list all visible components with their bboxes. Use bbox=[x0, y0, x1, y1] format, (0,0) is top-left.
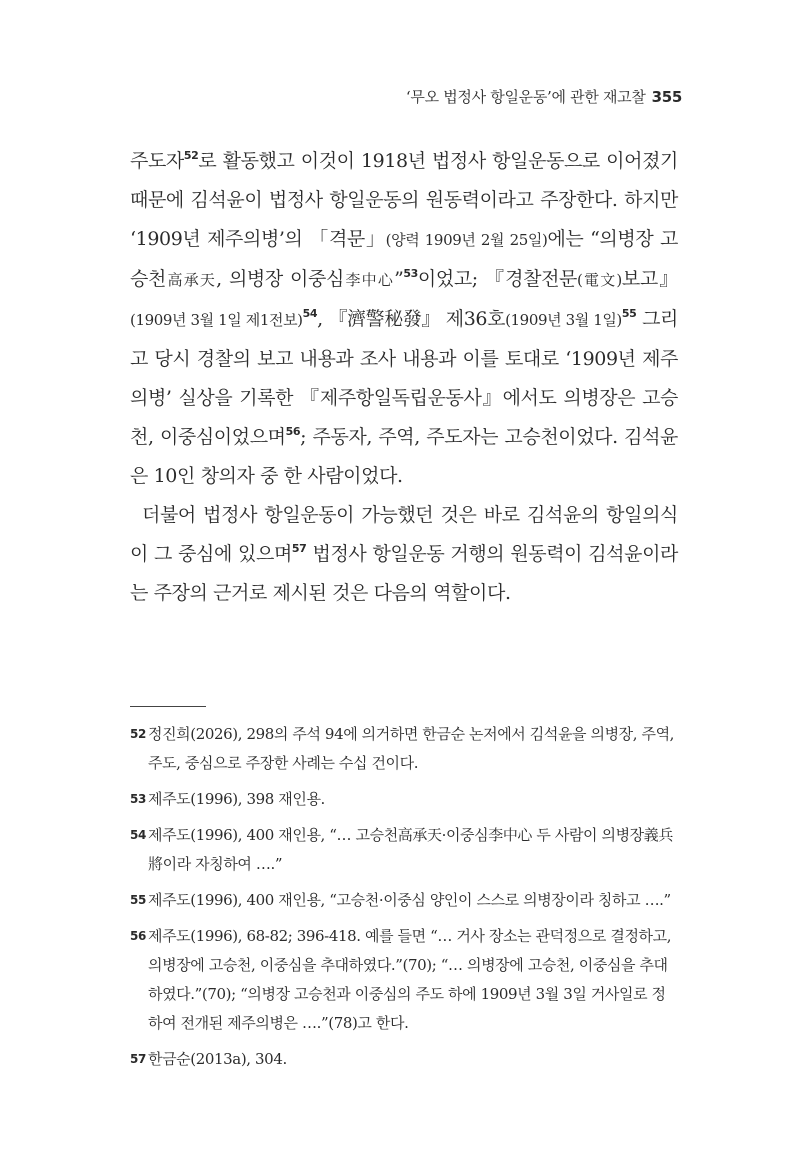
text-run: 에는 “의병장 고승천 bbox=[130, 228, 678, 290]
text-run: , 『濟警秘發』 제36호 bbox=[317, 308, 506, 330]
page-number: 355 bbox=[651, 88, 682, 106]
footnote-separator bbox=[130, 706, 206, 707]
footnote bbox=[130, 886, 678, 915]
footnote-ref-53[interactable]: 53 bbox=[403, 267, 418, 280]
footnote-ref-55[interactable]: 55 bbox=[621, 307, 637, 320]
footnote-number: 53 bbox=[130, 792, 146, 806]
footnote-ref-56[interactable]: 56 bbox=[285, 425, 301, 438]
footnote bbox=[130, 821, 678, 879]
text-run-small: (電文) bbox=[577, 271, 622, 289]
footnote-number: 54 bbox=[130, 828, 146, 842]
text-run-small: (1909년 3월 1일) bbox=[505, 311, 622, 329]
text-run: ; 주동자, 주역, 주도자는 고승천이었다. 김석윤은 10인 창의자 중 한 사람이었다. bbox=[130, 426, 678, 487]
footnote-text: 제주도(1996), 398 재인용. bbox=[148, 790, 325, 808]
text-run: , 의병장 이중심 bbox=[216, 268, 344, 290]
text-run: 법정사 항일운동 거행의 원동력이 김석윤이라는 주장의 근거로 제시된 것은 다음의 역할이다. bbox=[130, 543, 678, 604]
text-run: 주도자 bbox=[130, 150, 184, 172]
text-run: 그리고 당시 경찰의 보고 내용과 조사 내용과 이를 토대로 ‘1909년 제주의병’ 실상을 기록한 『제주항일독립운동사』에서도 의병장은 고승천, 이중심이었으며 bbox=[130, 308, 678, 448]
footnote bbox=[130, 922, 678, 1038]
footnote bbox=[130, 1045, 678, 1074]
text-run: 더불어 법정사 항일운동이 가능했던 것은 바로 김석윤의 항일의식이 그 중심에 있으며 bbox=[130, 504, 678, 565]
running-head bbox=[406, 86, 682, 107]
footnote-number: 55 bbox=[130, 893, 146, 907]
footnote-ref-57[interactable]: 57 bbox=[291, 542, 307, 555]
footnote-number: 56 bbox=[130, 929, 146, 943]
paragraph bbox=[130, 496, 678, 613]
footnote-text: 정진희(2026), 298의 주석 94에 의거하면 한금순 논저에서 김석윤을 의병장, 주역, 주도, 중심으로 주장한 사례는 수십 건이다. bbox=[148, 725, 675, 772]
footnote bbox=[130, 785, 678, 814]
footnote-text: 제주도(1996), 400 재인용, “고승천·이중심 양인이 스스로 의병장이라 칭하고 ….” bbox=[148, 891, 671, 909]
text-run-small: 高承天 bbox=[165, 271, 217, 289]
text-run: 보고』 bbox=[621, 268, 678, 290]
paragraph bbox=[130, 142, 678, 496]
footnotes bbox=[130, 720, 678, 1081]
footnote bbox=[130, 720, 678, 778]
footnote-text: 제주도(1996), 400 재인용, “… 고승천高承天·이중심李中心 두 사람이 의병장義兵將이라 자칭하여 ….” bbox=[148, 826, 673, 873]
footnote-text: 한금순(2013a), 304. bbox=[148, 1050, 287, 1068]
footnote-text: 제주도(1996), 68-82; 396-418. 예를 들면 “… 거사 장소는 관덕정으로 결정하고, 의병장에 고승천, 이중심을 추대하였다.”(70); “… 의병장에 고승천, 이중심을 추대하였다.”(70); “의병장 고승천과 이중심의 주도 하에 1909년 3월 3일 거사일로 정하여 전개된 제주의병은 ….”(78)고 한다. bbox=[148, 927, 672, 1032]
text-run-small: (양력 1909년 2월 25일) bbox=[385, 231, 548, 249]
running-title: ‘무오 법정사 항일운동’에 관한 재고찰 bbox=[405, 88, 646, 106]
text-run: 이었고; 『경찰전문 bbox=[417, 268, 578, 290]
text-run-small: 李中心 bbox=[343, 271, 395, 289]
main-text bbox=[130, 142, 678, 613]
text-run: ” bbox=[394, 268, 404, 290]
footnote-ref-54[interactable]: 54 bbox=[302, 307, 318, 320]
footnote-ref-52[interactable]: 52 bbox=[183, 149, 199, 162]
text-run-small: (1909년 3월 1일 제1전보) bbox=[130, 311, 303, 329]
text-run: 로 활동했고 이것이 1918년 법정사 항일운동으로 이어졌기 때문에 김석윤이 법정사 항일운동의 원동력이라고 주장한다. 하지만 ‘1909년 제주의병’의 「격문」 bbox=[130, 150, 678, 250]
footnote-number: 52 bbox=[130, 727, 146, 741]
footnote-number: 57 bbox=[130, 1052, 146, 1066]
